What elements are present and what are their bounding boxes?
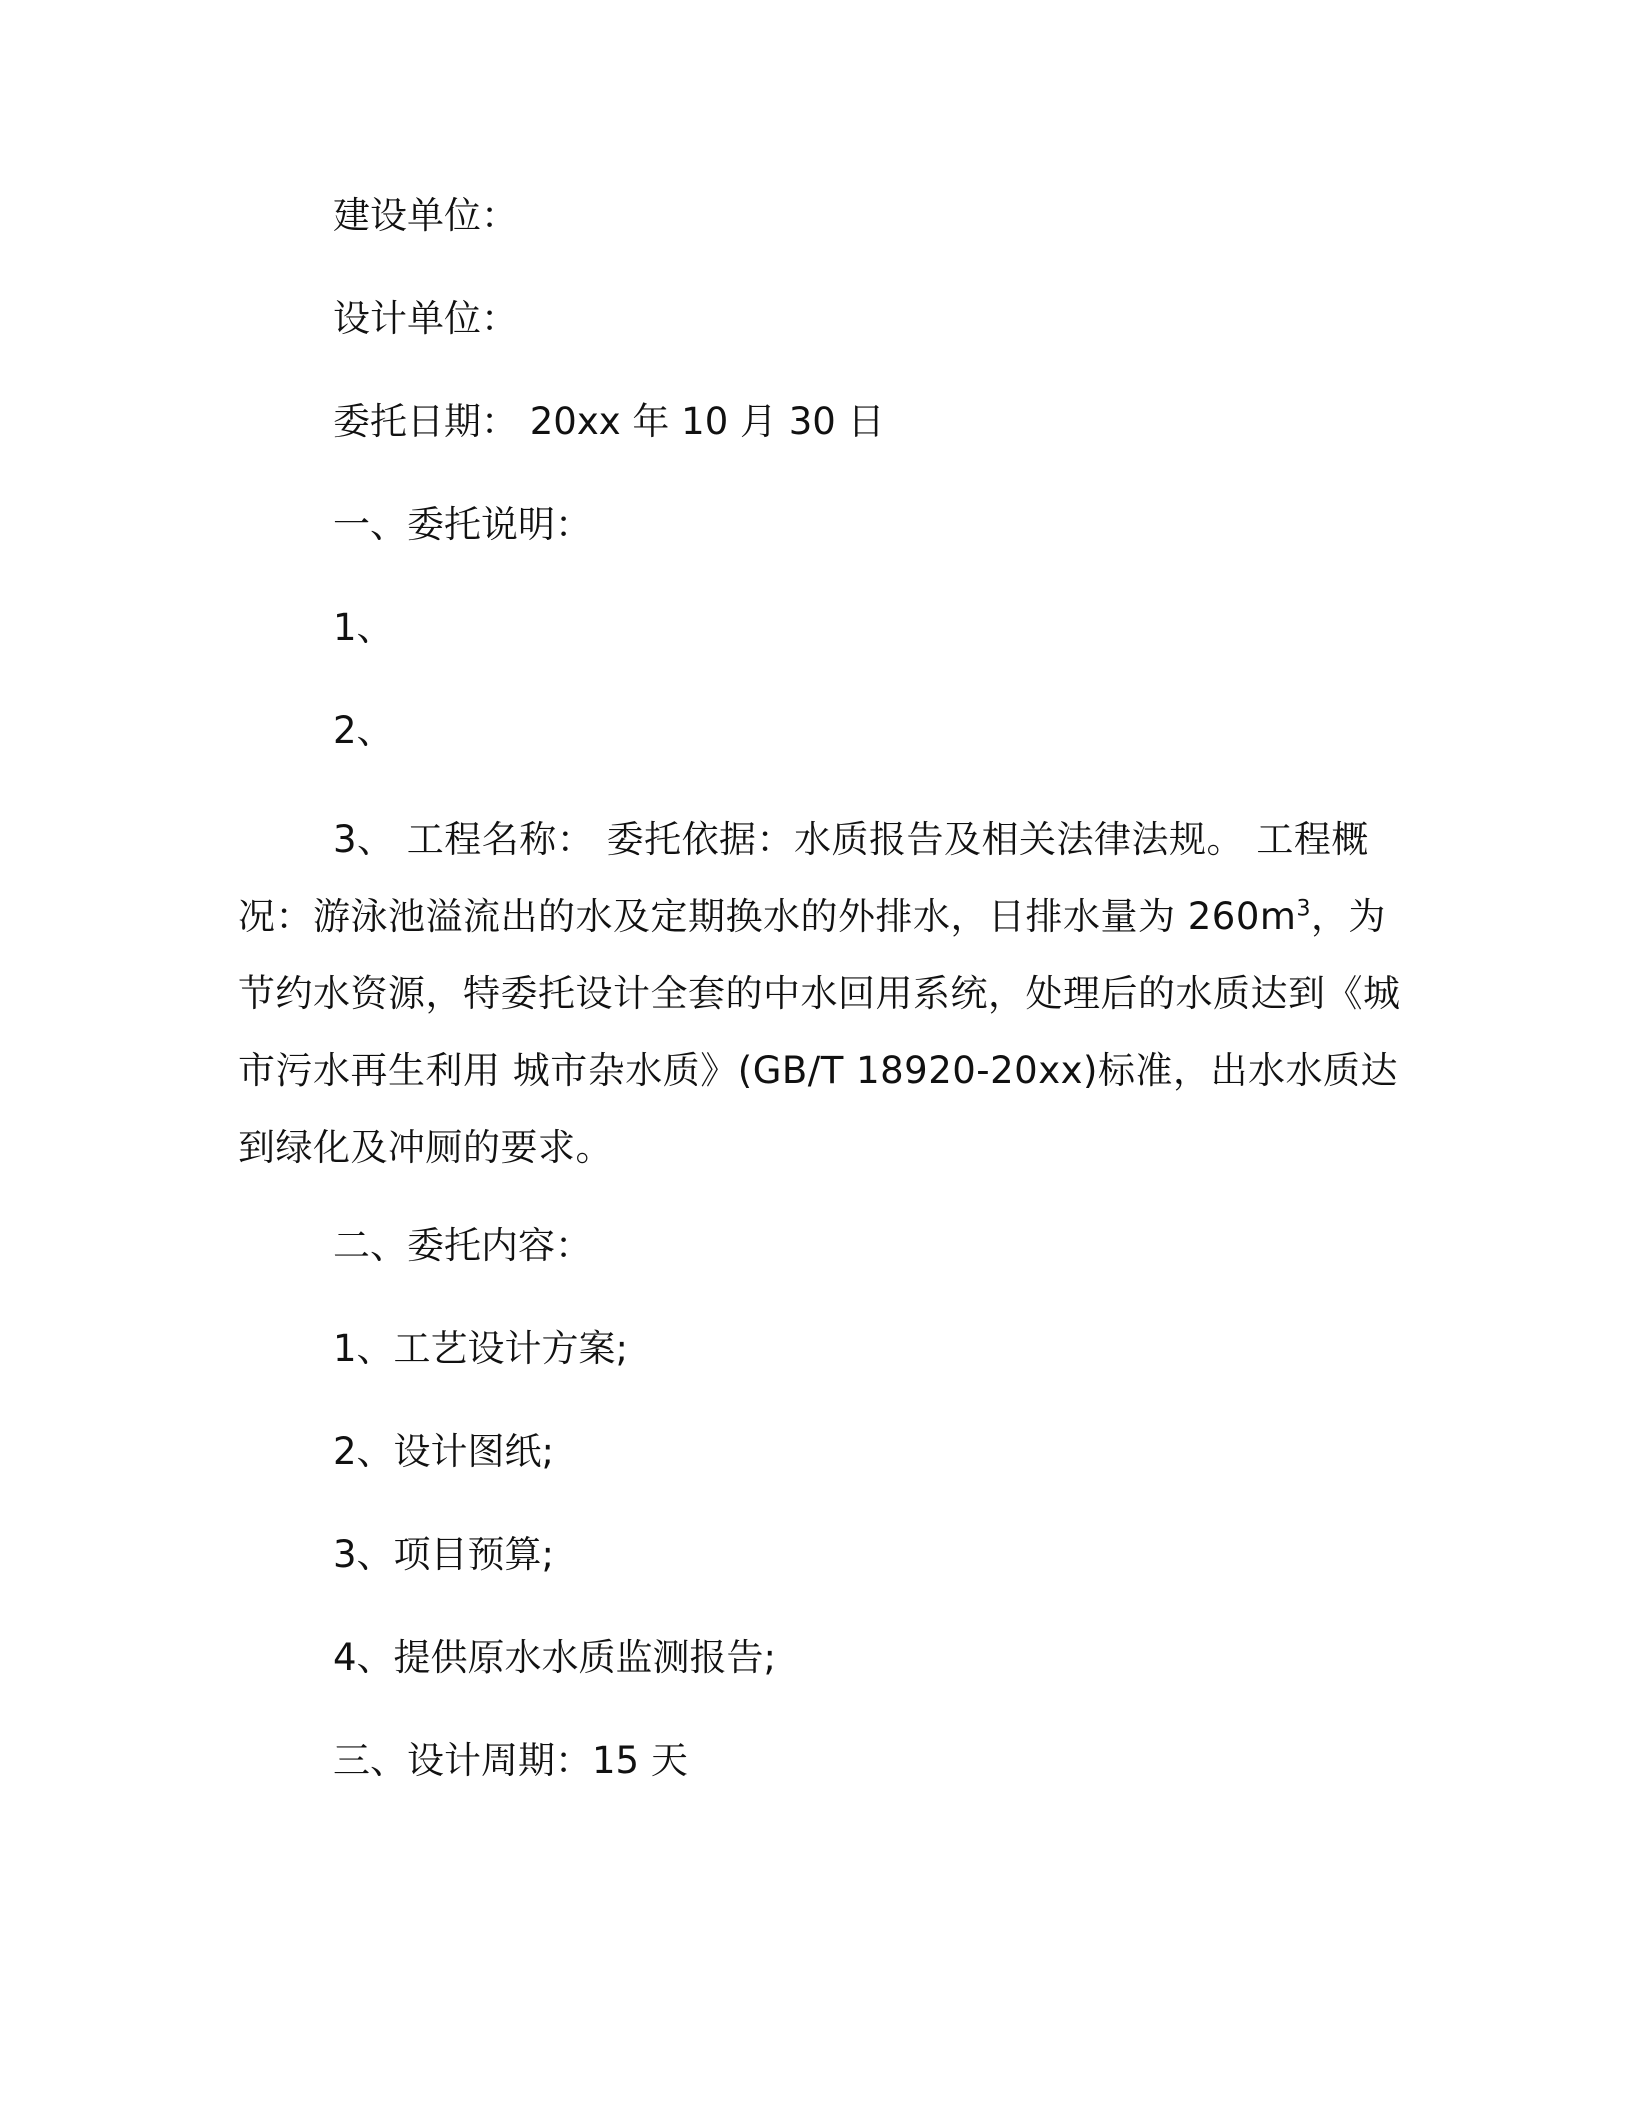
content-item-3: 3、项目预算; (333, 1533, 555, 1576)
section-1-item-3 (238, 801, 1418, 1186)
commission-date: 委托日期： 20xx 年 10 月 30 日 (333, 400, 885, 443)
section-3-design-period: 三、设计周期：15 天 (333, 1739, 688, 1782)
content-item-1: 1、工艺设计方案; (333, 1327, 629, 1370)
design-unit-label: 设计单位： (333, 297, 518, 340)
item-3-text-a: 3、 工程名称： 委托依据：水质报告及相关法律法规。 工程概况：游泳池溢流出的水及定期换水的外排水，日排水量为 260m (238, 818, 1369, 938)
section-1-title: 一、委托说明： (333, 503, 592, 546)
section-1-item-2: 2、 (333, 709, 394, 752)
section-1-item-1: 1、 (333, 606, 394, 649)
item-3-superscript: 3 (1296, 896, 1311, 922)
content-item-4: 4、提供原水水质监测报告; (333, 1636, 777, 1679)
construction-unit-label: 建设单位： (333, 194, 518, 237)
content-item-2: 2、设计图纸; (333, 1430, 555, 1473)
item-3-text-b: ，为节约水资源，特委托设计全套的中水回用系统，处理后的水质达到《城市污水再生利用 城市杂水质》(GB/T 18920-20xx)标准，出水水质达到绿化及冲厕的要求。 (238, 895, 1401, 1169)
section-2-title: 二、委托内容： (333, 1224, 592, 1267)
